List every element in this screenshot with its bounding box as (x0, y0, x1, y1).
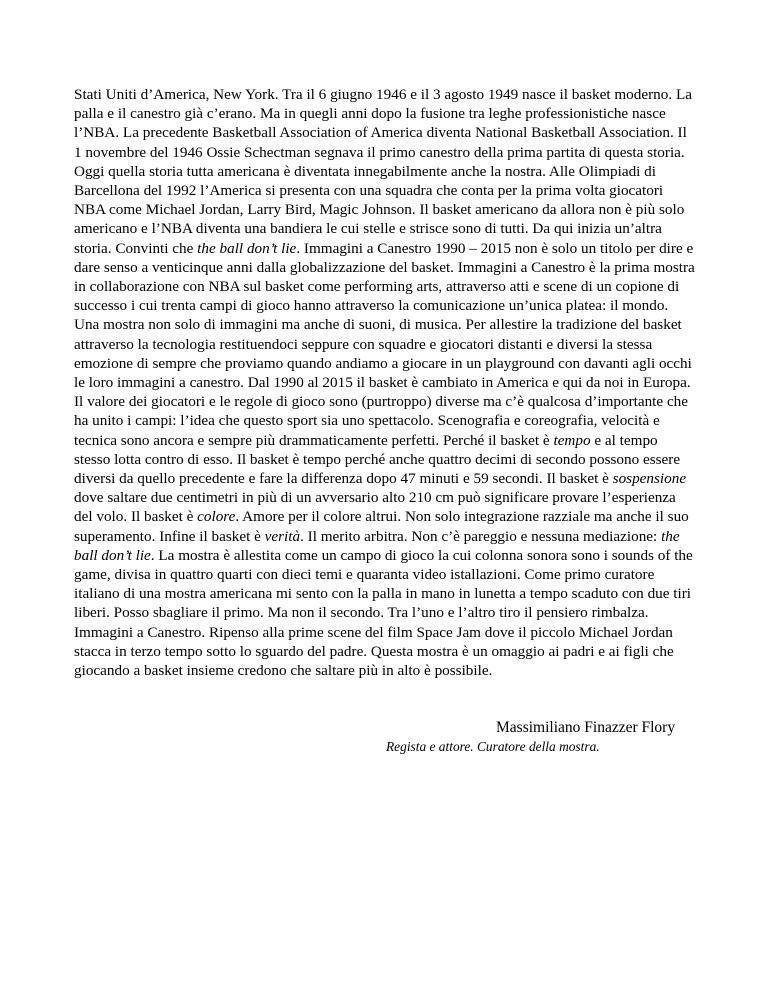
italic-run: tempo (553, 431, 591, 449)
text-run: . Amore per il colore altrui. Non solo integrazione razziale ma anche il suo superamento. Infine il basket è (74, 508, 689, 545)
text-run: dove saltare due centimetri in più di un avversario alto 210 cm può significare provare l’esperienza del volo. Il basket è (74, 489, 676, 526)
author-name: Massimiliano Finazzer Flory (496, 719, 676, 736)
author-role: Regista e attore. Curatore della mostra. (386, 739, 600, 754)
italic-run: colore (197, 508, 236, 526)
italic-run: sospensione (612, 470, 687, 488)
italic-run: verità (264, 527, 301, 545)
text-run: . Immagini a Canestro 1990 – 2015 non è solo un titolo per dire e dare senso a venticinque anni dalla globalizzazione del basket. Immagini a Canestro è la prima mostra in collaborazione con NBA sul basket come performing arts, attraverso atti e scene di un copione di successo i cui trenta campi di gioco hanno attraverso la comunicazione un’unica platea: il mondo. Una mostra non solo di immagini ma anche di suoni, di musica. Per allestire la tradizione del basket attraverso la tecnologia restituendoci seppure con squadre e giocatori distanti e diversi la stessa emozione di sempre che proviamo quando andiamo a giocare in un playground con davanti agli occhi le loro immagini a canestro. Dal 1990 al 2015 il basket è cambiato in America e qui da noi in Europa. Il valore dei giocatori e le regole di gioco sono (purtroppo) diverse ma c’è qualcosa d’importante che ha unito i campi: l’idea che questo sport sia uno spettacolo. Scenografia e coreografia, velocità e tecnica sono ancora e sempre più drammaticamente perfetti. Perché il basket è (74, 239, 695, 449)
text-run: e al tempo stesso lotta contro di esso. Il basket è tempo perché anche quattro decimi di secondo possono essere diversi da quello precedente e fare la differenza dopo 47 minuti e 59 secondi. Il basket è (74, 431, 681, 488)
text-run: Stati Uniti d’America, New York. Tra il 6 giugno 1946 e il 3 agosto 1949 nasce il basket moderno. La palla e il canestro già c’erano. Ma in quegli anni dopo la fusione tra leghe professionistiche nasce l’NBA. La precedente Basketball Association of America diventa National Basketball Association. Il 1 novembre del 1946 Ossie Schectman segnava il primo canestro della prima partita di questa storia. Oggi quella storia tutta americana è diventata innegabilmente anche la nostra. Alle Olimpiadi di Barcellona del 1992 l’America si presenta con una squadra che conta per la prima volta giocatori NBA come Michael Jordan, Larry Bird, Magic Johnson. Il basket americano da allora non è più solo americano e l’NBA diventa una bandiera le cui stelle e strisce sono di tutti. Da qui inizia un’altra storia. Convinti che (74, 86, 692, 257)
text-run: . La mostra è allestita come un campo di gioco la cui colonna sonora sono i sounds of the game, divisa in quattro quarti con dieci temi e quaranta video istallazioni. Come primo curatore italiano di una mostra americana mi sento con la palla in mano in lunetta a tempo scaduto con due tiri liberi. Posso sbagliare il primo. Ma non il secondo. Tra l’uno e l’altro tiro il pensiero rimbalza. Immagini a Canestro. Ripenso alla prime scene del film Space Jam dove il piccolo Michael Jordan stacca in terzo tempo sotto lo sguardo del padre. Questa mostra è un omaggio ai padri e ai figli che giocando a basket insieme credono che saltare più in alto è possibile. (74, 546, 693, 680)
text-run: . Il merito arbitra. Non c’è pareggio e nessuna mediazione: (300, 527, 662, 545)
body-paragraph (74, 85, 696, 680)
italic-run: the ball don’t lie (74, 527, 680, 564)
italic-run: the ball don’t lie (197, 239, 297, 257)
